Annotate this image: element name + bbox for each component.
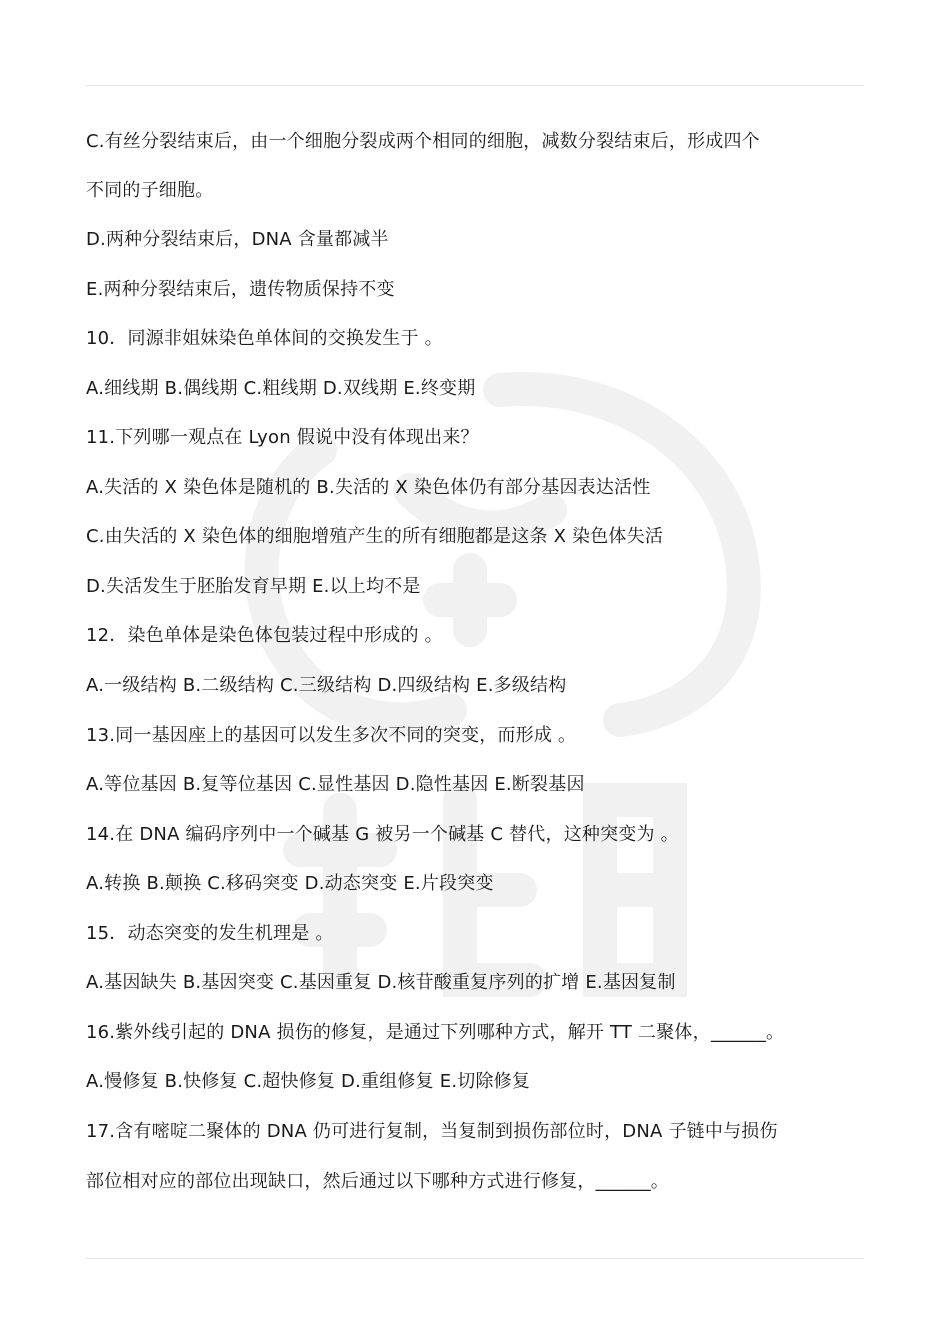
options-12: A.一级结构 B.二级结构 C.三级结构 D.四级结构 E.多级结构 — [86, 675, 567, 696]
text-line: C.有丝分裂结束后，由一个细胞分裂成两个相同的细胞，减数分裂结束后，形成四个 — [86, 131, 760, 152]
question-15: 15．动态突变的发生机理是 。 — [86, 923, 334, 944]
options-11: C.由失活的 X 染色体的细胞增殖产生的所有细胞都是这条 X 染色体失活 — [86, 526, 664, 547]
options-10: A.细线期 B.偶线期 C.粗线期 D.双线期 E.终变期 — [86, 378, 476, 399]
question-13: 13.同一基因座上的基因可以发生多次不同的突变，而形成 。 — [86, 725, 577, 746]
question-16: 16.紫外线引起的 DNA 损伤的修复，是通过下列哪种方式，解开 TT 二聚体，______。 — [86, 1022, 785, 1043]
question-17: 17.含有嘧啶二聚体的 DNA 仍可进行复制，当复制到损伤部位时，DNA 子链中与损伤 — [86, 1121, 778, 1142]
options-13: A.等位基因 B.复等位基因 C.显性基因 D.隐性基因 E.断裂基因 — [86, 774, 585, 795]
question-10: 10．同源非姐妹染色单体间的交换发生于 。 — [86, 328, 443, 349]
text-line: D.两种分裂结束后，DNA 含量都减半 — [86, 229, 389, 250]
header-rule — [86, 85, 864, 86]
text-line: E.两种分裂结束后，遗传物质保持不变 — [86, 279, 395, 300]
options-15: A.基因缺失 B.基因突变 C.基因重复 D.核苷酸重复序列的扩增 E.基因复制 — [86, 972, 676, 993]
options-16: A.慢修复 B.快修复 C.超快修复 D.重组修复 E.切除修复 — [86, 1071, 531, 1092]
footer-rule — [86, 1258, 864, 1259]
question-12: 12．染色单体是染色体包装过程中形成的 。 — [86, 625, 443, 646]
options-11: D.失活发生于胚胎发育早期 E.以上均不是 — [86, 576, 421, 597]
text-line: 不同的子细胞。 — [86, 180, 214, 201]
options-14: A.转换 B.颠换 C.移码突变 D.动态突变 E.片段突变 — [86, 873, 494, 894]
question-14: 14.在 DNA 编码序列中一个碱基 G 被另一个碱基 C 替代，这种突变为 。 — [86, 824, 679, 845]
options-11: A.失活的 X 染色体是随机的 B.失活的 X 染色体仍有部分基因表达活性 — [86, 477, 651, 498]
question-17: 部位相对应的部位出现缺口，然后通过以下哪种方式进行修复，______。 — [86, 1171, 669, 1192]
question-11: 11.下列哪一观点在 Lyon 假说中没有体现出来？ — [86, 427, 479, 448]
